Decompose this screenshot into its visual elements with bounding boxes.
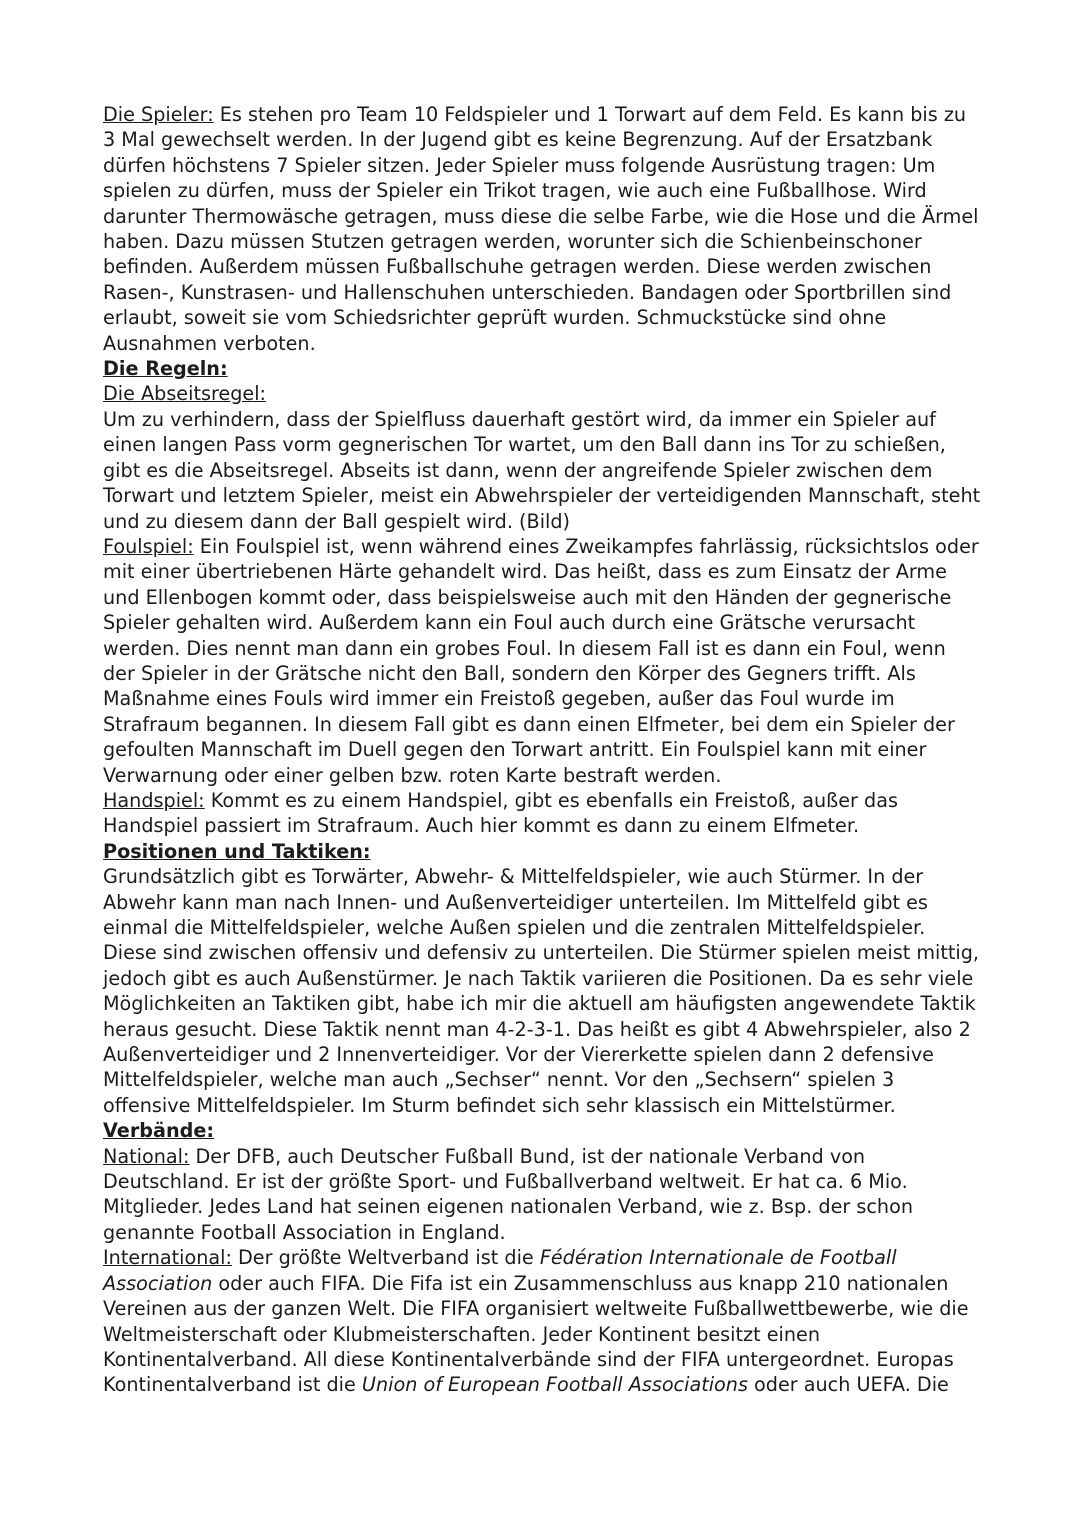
text-spieler: Es stehen pro Team 10 Feldspieler und 1 Torwart auf dem Feld. Es kann bis zu 3 Mal gewechselt werden. In der Jugend gibt es keine Begrenzung. Auf der Ersatzbank dürfen höchstens 7 Spieler sitzen. Jeder Spieler muss folgende Ausrüstung tragen: Um spielen zu dürfen, muss der Spieler ein Trikot tragen, wie auch eine Fußballhose. Wird darunter Thermowäsche getragen, muss diese die selbe Farbe, wie die Hose und die Ärmel haben. Dazu müssen Stutzen getragen werden, worunter sich die Schienbeinschoner befinden. Außerdem müssen Fußballschuhe getragen werden. Diese werden zwischen Rasen-, Kunstrasen- und Hallenschuhen unterschieden. Bandagen oder Sportbrillen sind erlaubt, soweit sie vom Schiedsrichter geprüft wurden. Schmuckstücke sind ohne Ausnahmen verboten.	[103, 103, 979, 355]
text-international-2: oder auch FIFA. Die Fifa ist ein Zusammenschluss aus knapp 210 nationalen Vereinen aus der ganzen Welt. Die FIFA organisiert weltweite Fußballwettbewerbe, wie die Weltmeisterschaft oder Klubmeisterschaften. Jeder Kontinent besitzt einen Kontinentalverband. All diese Kontinentalverbände sind der FIFA untergeordnet. Europas Kontinentalverband ist die	[103, 1271, 969, 1397]
text-national: Der DFB, auch Deutscher Fußball Bund, ist der nationale Verband von Deutschland. Er ist der größte Sport- und Fußballverband weltweit. Er hat ca. 6 Mio. Mitglieder. Jedes Land hat seinen eigenen nationalen Verband, wie z. Bsp. der schon genannte Football Association in England.	[103, 1144, 913, 1244]
paragraph-foulspiel	[103, 534, 983, 788]
paragraph-spieler	[103, 102, 983, 356]
heading-regeln: Die Regeln:	[103, 357, 228, 381]
heading-abseitsregel: Die Abseitsregel:	[103, 382, 267, 406]
paragraph-handspiel	[103, 788, 983, 839]
paragraph-international	[103, 1245, 983, 1397]
text-foulspiel: Ein Foulspiel ist, wenn während eines Zweikampfes fahrlässig, rücksichtslos oder mit einer übertriebenen Härte gehandelt wird. Das heißt, dass es zum Einsatz der Arme und Ellenbogen kommt oder, dass beispielsweise auch mit den Händen der gegnerische Spieler gehalten wird. Außerdem kann ein Foul auch durch eine Grätsche verursacht werden. Dies nennt man dann ein grobes Foul. In diesem Fall ist es dann ein Foul, wenn der Spieler in der Grätsche nicht den Ball, sondern den Körper des Gegners trifft. Als Maßnahme eines Fouls wird immer ein Freistoß gegeben, außer das Foul wurde im Strafraum begannen. In diesem Fall gibt es dann einen Elfmeter, bei dem ein Spieler der gefoulten Mannschaft im Duell gegen den Torwart antritt. Ein Foulspiel kann mit einer Verwarnung oder einer gelben bzw. roten Karte bestraft werden.	[103, 534, 979, 787]
heading-national: National:	[103, 1144, 190, 1168]
heading-positionen: Positionen und Taktiken:	[103, 839, 371, 863]
paragraph-national	[103, 1144, 983, 1246]
heading-handspiel: Handspiel:	[103, 788, 205, 812]
heading-verbaende: Verbände:	[103, 1119, 215, 1143]
text-positionen: Grundsätzlich gibt es Torwärter, Abwehr- & Mittelfeldspieler, wie auch Stürmer. In der Abwehr kann man nach Innen- und Außenverteidiger unterteilen. Im Mittelfeld gibt es einmal die Mittelfeldspieler, welche Außen spielen und die zentralen Mittelfeldspieler. Diese sind zwischen offensiv und defensiv zu unterteilen. Die Stürmer spielen meist mittig, jedoch gibt es auch Außenstürmer. Je nach Taktik variieren die Positionen. Da es sehr viele Möglichkeiten an Taktiken gibt, habe ich mir die aktuell am häufigsten angewendete Taktik heraus gesucht. Diese Taktik nennt man 4-2-3-1. Das heißt es gibt 4 Abwehrspieler, also 2 Außenverteidiger und 2 Innenverteidiger. Vor der Viererkette spielen dann 2 defensive Mittelfeldspieler, welche man auch „Sechser“ nennt. Vor den „Sechsern“ spielen 3 offensive Mittelfeldspieler. Im Sturm befindet sich sehr klassisch ein Mittelstürmer.	[103, 865, 980, 1117]
fifa-full-name: Fédération Internationale de Football Association	[103, 1246, 897, 1295]
uefa-full-name: Union of European Football Associations	[361, 1373, 748, 1397]
heading-foulspiel: Foulspiel:	[103, 534, 194, 558]
document-page	[103, 102, 983, 1398]
text-international-3: oder auch UEFA. Die	[747, 1373, 949, 1397]
text-international-1: Der größte Weltverband ist die	[231, 1246, 540, 1270]
text-abseitsregel: Um zu verhindern, dass der Spielfluss dauerhaft gestört wird, da immer ein Spieler auf einen langen Pass vorm gegnerischen Tor wartet, um den Ball dann ins Tor zu schießen, gibt es die Abseitsregel. Abseits ist dann, wenn der angreifende Spieler zwischen dem Torwart und letztem Spieler, meist ein Abwehrspieler der verteidigenden Mannschaft, steht und zu diesem dann der Ball gespielt wird. (Bild)	[103, 407, 981, 533]
text-handspiel: Kommt es zu einem Handspiel, gibt es ebenfalls ein Freistoß, außer das Handspiel passiert im Strafraum. Auch hier kommt es dann zu einem Elfmeter.	[103, 788, 898, 838]
heading-spieler: Die Spieler:	[103, 103, 214, 126]
heading-international: International:	[103, 1246, 232, 1270]
